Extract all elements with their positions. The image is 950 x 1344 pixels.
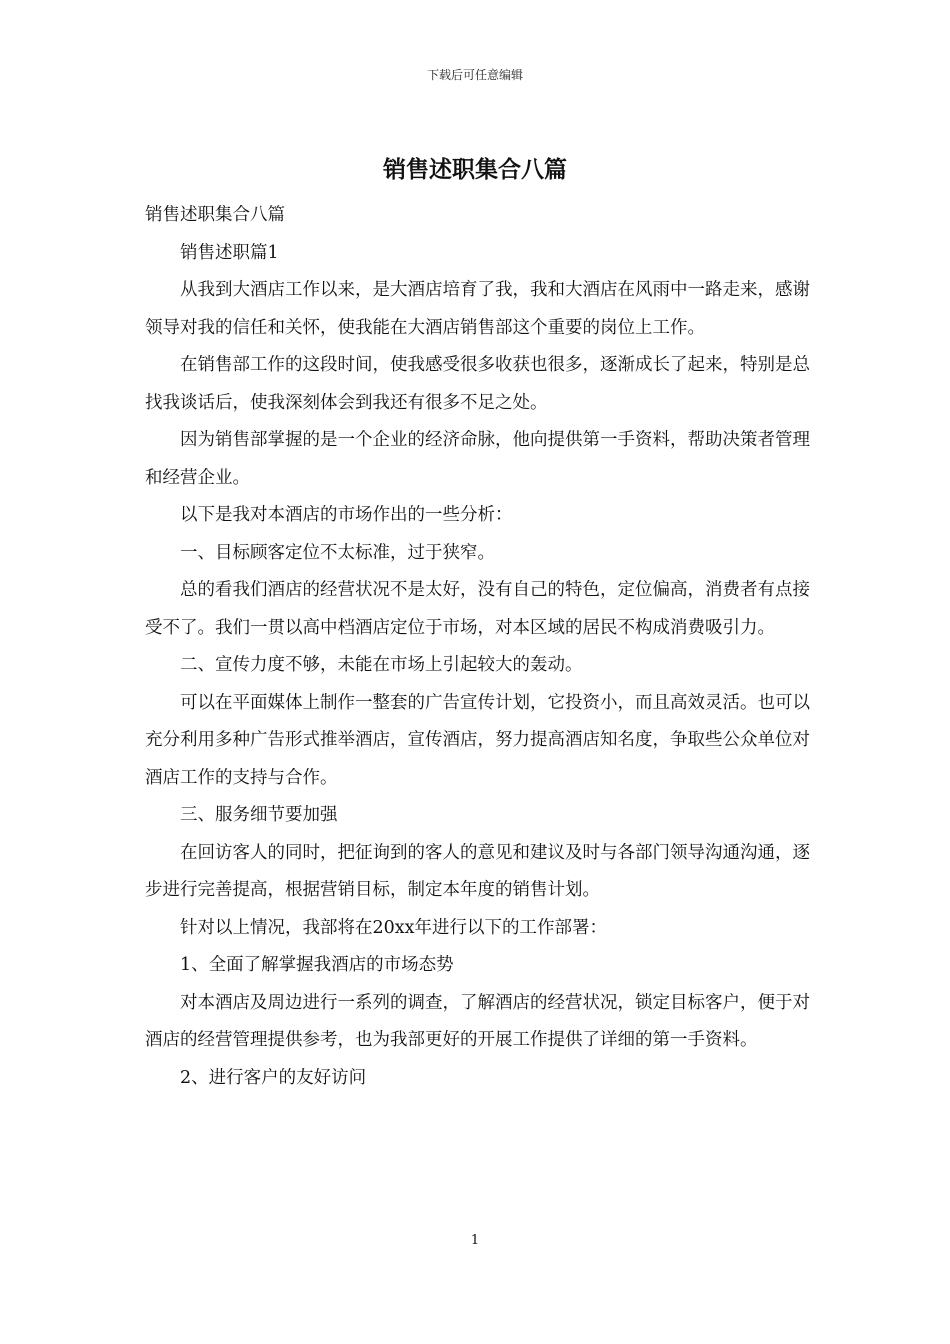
page-number: 1 bbox=[470, 1233, 480, 1248]
section-heading: 销售述职篇1 bbox=[180, 242, 279, 263]
header-note: 下载后可任意编辑 bbox=[426, 68, 523, 82]
list-heading: 一、目标顾客定位不太标准，过于狭窄。 bbox=[180, 542, 495, 563]
body-paragraph: 针对以上情况，我部将在20xx年进行以下的工作部署： bbox=[180, 917, 608, 938]
document-title: 销售述职集合八篇 bbox=[383, 156, 567, 183]
body-paragraph: 以下是我对本酒店的市场作出的一些分析： bbox=[180, 505, 513, 525]
body-paragraph: 在销售部工作的这段时间，使我感受很多收获也很多，逐渐成长了起来，特别是总找我谈话后，使我深刻体会到我还有很多不足之处。 bbox=[145, 355, 810, 413]
list-heading: 2、进行客户的友好访问 bbox=[180, 1067, 367, 1088]
list-heading: 三、服务细节要加强 bbox=[180, 805, 338, 825]
body-paragraph: 从我到大酒店工作以来，是大酒店培育了我，我和大酒店在风雨中一路走来，感谢领导对我的信任和关怀，使我能在大酒店销售部这个重要的岗位上工作。 bbox=[145, 280, 810, 338]
list-heading: 1、全面了解掌握我酒店的市场态势 bbox=[180, 955, 454, 975]
subtitle-paragraph: 销售述职集合八篇 bbox=[145, 205, 285, 225]
body-paragraph: 在回访客人的同时，把征询到的客人的意见和建议及时与各部门领导沟通沟通，逐步进行完善提高，根据营销目标，制定本年度的销售计划。 bbox=[145, 842, 810, 900]
body-paragraph: 总的看我们酒店的经营状况不是太好，没有自己的特色，定位偏高，消费者有点接受不了。我们一贯以高中档酒店定位于市场，对本区域的居民不构成消费吸引力。 bbox=[145, 580, 810, 638]
body-paragraph: 因为销售部掌握的是一个企业的经济命脉，他向提供第一手资料，帮助决策者管理和经营企业。 bbox=[145, 430, 810, 488]
document-body bbox=[145, 197, 810, 1097]
body-paragraph: 可以在平面媒体上制作一整套的广告宣传计划，它投资小，而且高效灵活。也可以充分利用多种广告形式推举酒店，宣传酒店，努力提高酒店知名度，争取些公众单位对酒店工作的支持与合作。 bbox=[145, 692, 810, 788]
list-heading: 二、宣传力度不够，未能在市场上引起较大的轰动。 bbox=[180, 655, 583, 675]
body-paragraph: 对本酒店及周边进行一系列的调查，了解酒店的经营状况，锁定目标客户，便于对酒店的经营管理提供参考，也为我部更好的开展工作提供了详细的第一手资料。 bbox=[145, 992, 810, 1050]
